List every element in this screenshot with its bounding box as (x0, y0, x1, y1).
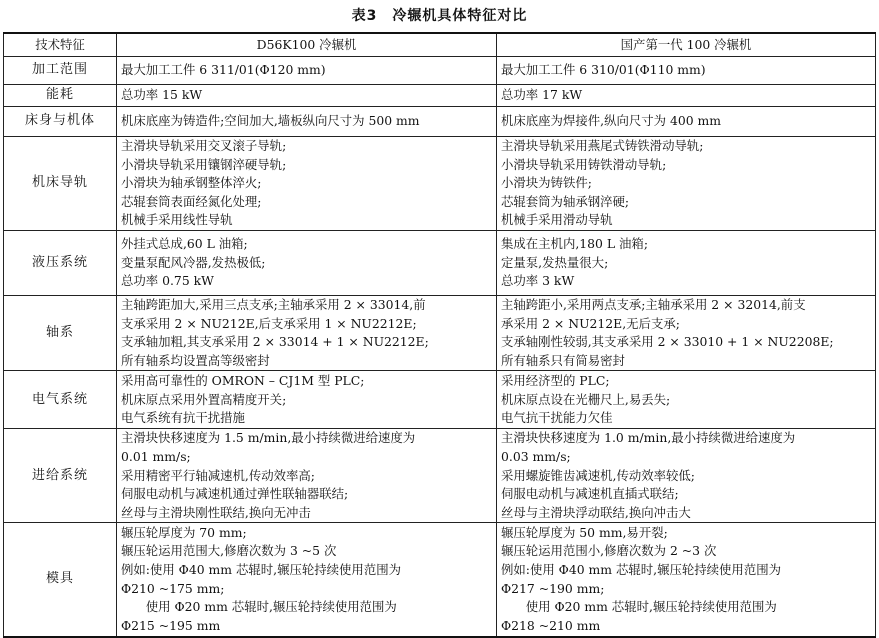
cell-line: 例如:使用 Φ40 mm 芯辊时,辗压轮持续使用范围为 (121, 561, 401, 577)
d56k100-cell (117, 523, 497, 637)
cell-line: 主滑块快移速度为 1.0 m/min,最小持续微进给速度为 (501, 430, 796, 446)
cell-line: 总功率 3 kW (501, 273, 575, 289)
table-row (4, 107, 876, 137)
table-row (4, 230, 876, 295)
cell-line: 变量泵配风冷器,发热极低; (121, 254, 266, 270)
domestic-cell (497, 57, 876, 85)
feature-cell: 机床导轨 (4, 137, 117, 231)
d56k100-cell (117, 295, 497, 370)
domestic-cell (497, 137, 876, 231)
cell-line: 机床原点采用外置高精度开关; (121, 391, 287, 407)
cell-line: 丝母与主滑块刚性联结,换向无冲击 (121, 504, 311, 520)
cell-line: 所有轴系只有简易密封 (501, 352, 625, 368)
cell-line: 定量泵,发热量很大; (501, 254, 609, 270)
cell-line: 辗压轮运用范围小,修磨次数为 2 ~3 次 (501, 543, 717, 559)
cell-line: 所有轴系均设置高等级密封 (121, 352, 270, 368)
cell-line: 小滑块导轨采用镶钢淬硬导轨; (121, 156, 287, 172)
table-row (4, 371, 876, 429)
cell-line: 机床底座为焊接件,纵向尺寸为 400 mm (501, 113, 722, 129)
feature-cell: 轴系 (4, 295, 117, 370)
cell-line: 采用经济型的 PLC; (501, 372, 610, 388)
domestic-cell (497, 85, 876, 107)
feature-cell: 进给系统 (4, 429, 117, 523)
cell-line: 主轴跨距加大,采用三点支承;主轴承采用 2 × 33014,前 (121, 296, 426, 312)
cell-line: 采用精密平行轴减速机,传动效率高; (121, 467, 315, 483)
cell-line: 机床原点设在光栅尺上,易丢失; (501, 391, 671, 407)
cell-line: 0.03 mm/s; (501, 448, 571, 464)
header-domestic: 国产第一代 100 冷辗机 (497, 33, 876, 57)
cell-line: 最大加工工件 6 310/01(Φ110 mm) (501, 62, 706, 78)
cell-line: 小滑块导轨采用铸铁滑动导轨; (501, 156, 667, 172)
cell-line: 采用螺旋锥齿减速机,传动效率较低; (501, 467, 695, 483)
table-row (4, 137, 876, 231)
feature-cell: 电气系统 (4, 371, 117, 429)
cell-line: 例如:使用 Φ40 mm 芯辊时,辗压轮持续使用范围为 (501, 561, 781, 577)
cell-line: 伺服电动机与减速机通过弹性联轴器联结; (121, 486, 349, 502)
feature-cell: 模具 (4, 523, 117, 637)
cell-line: 主轴跨距小,采用两点支承;主轴承采用 2 × 32014,前支 (501, 296, 806, 312)
cell-line: 集成在主机内,180 L 油箱; (501, 236, 648, 252)
cell-line: 支承轴加粗,其支承采用 2 × 33014 + 1 × NU2212E; (121, 334, 429, 350)
table-row (4, 523, 876, 637)
cell-line: 机床底座为铸造件;空间加大,墙板纵向尺寸为 500 mm (121, 113, 420, 129)
domestic-cell (497, 429, 876, 523)
feature-cell: 加工范围 (4, 57, 117, 85)
header-row (4, 33, 876, 57)
domestic-cell (497, 295, 876, 370)
cell-line: 承采用 2 × NU212E,无后支承; (501, 315, 680, 331)
table-row (4, 429, 876, 523)
cell-line: 外挂式总成,60 L 油箱; (121, 236, 248, 252)
table-row (4, 57, 876, 85)
cell-line: 电气抗干扰能力欠佳 (501, 410, 613, 426)
cell-line: 0.01 mm/s; (121, 448, 191, 464)
cell-line: Φ218 ~210 mm (501, 617, 601, 633)
cell-line: 辗压轮运用范围大,修磨次数为 3 ~5 次 (121, 543, 337, 559)
cell-line: 总功率 17 kW (501, 87, 583, 103)
feature-cell: 能耗 (4, 85, 117, 107)
cell-line: 总功率 15 kW (121, 87, 203, 103)
cell-line: 机械手采用滑动导轨 (501, 212, 613, 228)
d56k100-cell (117, 429, 497, 523)
table-row (4, 295, 876, 370)
cell-line: 丝母与主滑块浮动联结,换向冲击大 (501, 504, 691, 520)
cell-line: 主滑块导轨采用交叉滚子导轨; (121, 138, 287, 153)
d56k100-cell (117, 137, 497, 231)
cell-line: 辗压轮厚度为 70 mm; (121, 524, 247, 540)
cell-line: Φ210 ~175 mm; (121, 580, 225, 596)
feature-cell: 床身与机体 (4, 107, 117, 137)
header-feature: 技术特征 (4, 33, 117, 57)
d56k100-cell (117, 230, 497, 295)
d56k100-cell (117, 85, 497, 107)
cell-line: 采用高可靠性的 OMRON – CJ1M 型 PLC; (121, 372, 365, 388)
cell-line: 辗压轮厚度为 50 mm,易开裂; (501, 524, 668, 540)
cell-line: 机械手采用线性导轨 (121, 212, 233, 228)
cell-line: 支承采用 2 × NU212E,后支承采用 1 × NU2212E; (121, 315, 417, 331)
table-body (4, 57, 876, 637)
cell-line: Φ217 ~190 mm; (501, 580, 605, 596)
table-row (4, 85, 876, 107)
cell-line: 最大加工工件 6 311/01(Φ120 mm) (121, 62, 326, 78)
comparison-table (3, 32, 876, 638)
feature-cell: 液压系统 (4, 230, 117, 295)
domestic-cell (497, 107, 876, 137)
cell-line: 使用 Φ20 mm 芯辊时,辗压轮持续使用范围为 (121, 599, 397, 615)
cell-line: 使用 Φ20 mm 芯辊时,辗压轮持续使用范围为 (501, 599, 777, 615)
cell-line: 芯辊套筒为轴承钢淬硬; (501, 193, 630, 209)
cell-line: 电气系统有抗干扰措施 (121, 410, 245, 426)
header-d56k100: D56K100 冷辗机 (117, 33, 497, 57)
cell-line: 主滑块导轨采用燕尾式铸铁滑动导轨; (501, 138, 704, 153)
cell-line: 芯辊套筒表面经氮化处理; (121, 193, 262, 209)
cell-line: 主滑块快移速度为 1.5 m/min,最小持续微进给速度为 (121, 430, 416, 446)
d56k100-cell (117, 57, 497, 85)
cell-line: 支承轴刚性较弱,其支承采用 2 × 33010 + 1 × NU2208E; (501, 334, 834, 350)
cell-line: 小滑块为铸铁件; (501, 175, 592, 191)
cell-line: 伺服电动机与减速机直插式联结; (501, 486, 679, 502)
cell-line: 小滑块为轴承钢整体淬火; (121, 175, 262, 191)
cell-line: 总功率 0.75 kW (121, 273, 214, 289)
domestic-cell (497, 230, 876, 295)
domestic-cell (497, 523, 876, 637)
d56k100-cell (117, 107, 497, 137)
cell-line: Φ215 ~195 mm (121, 617, 221, 633)
table-caption: 表3 冷辗机具体特征对比 (351, 8, 528, 24)
d56k100-cell (117, 371, 497, 429)
domestic-cell (497, 371, 876, 429)
